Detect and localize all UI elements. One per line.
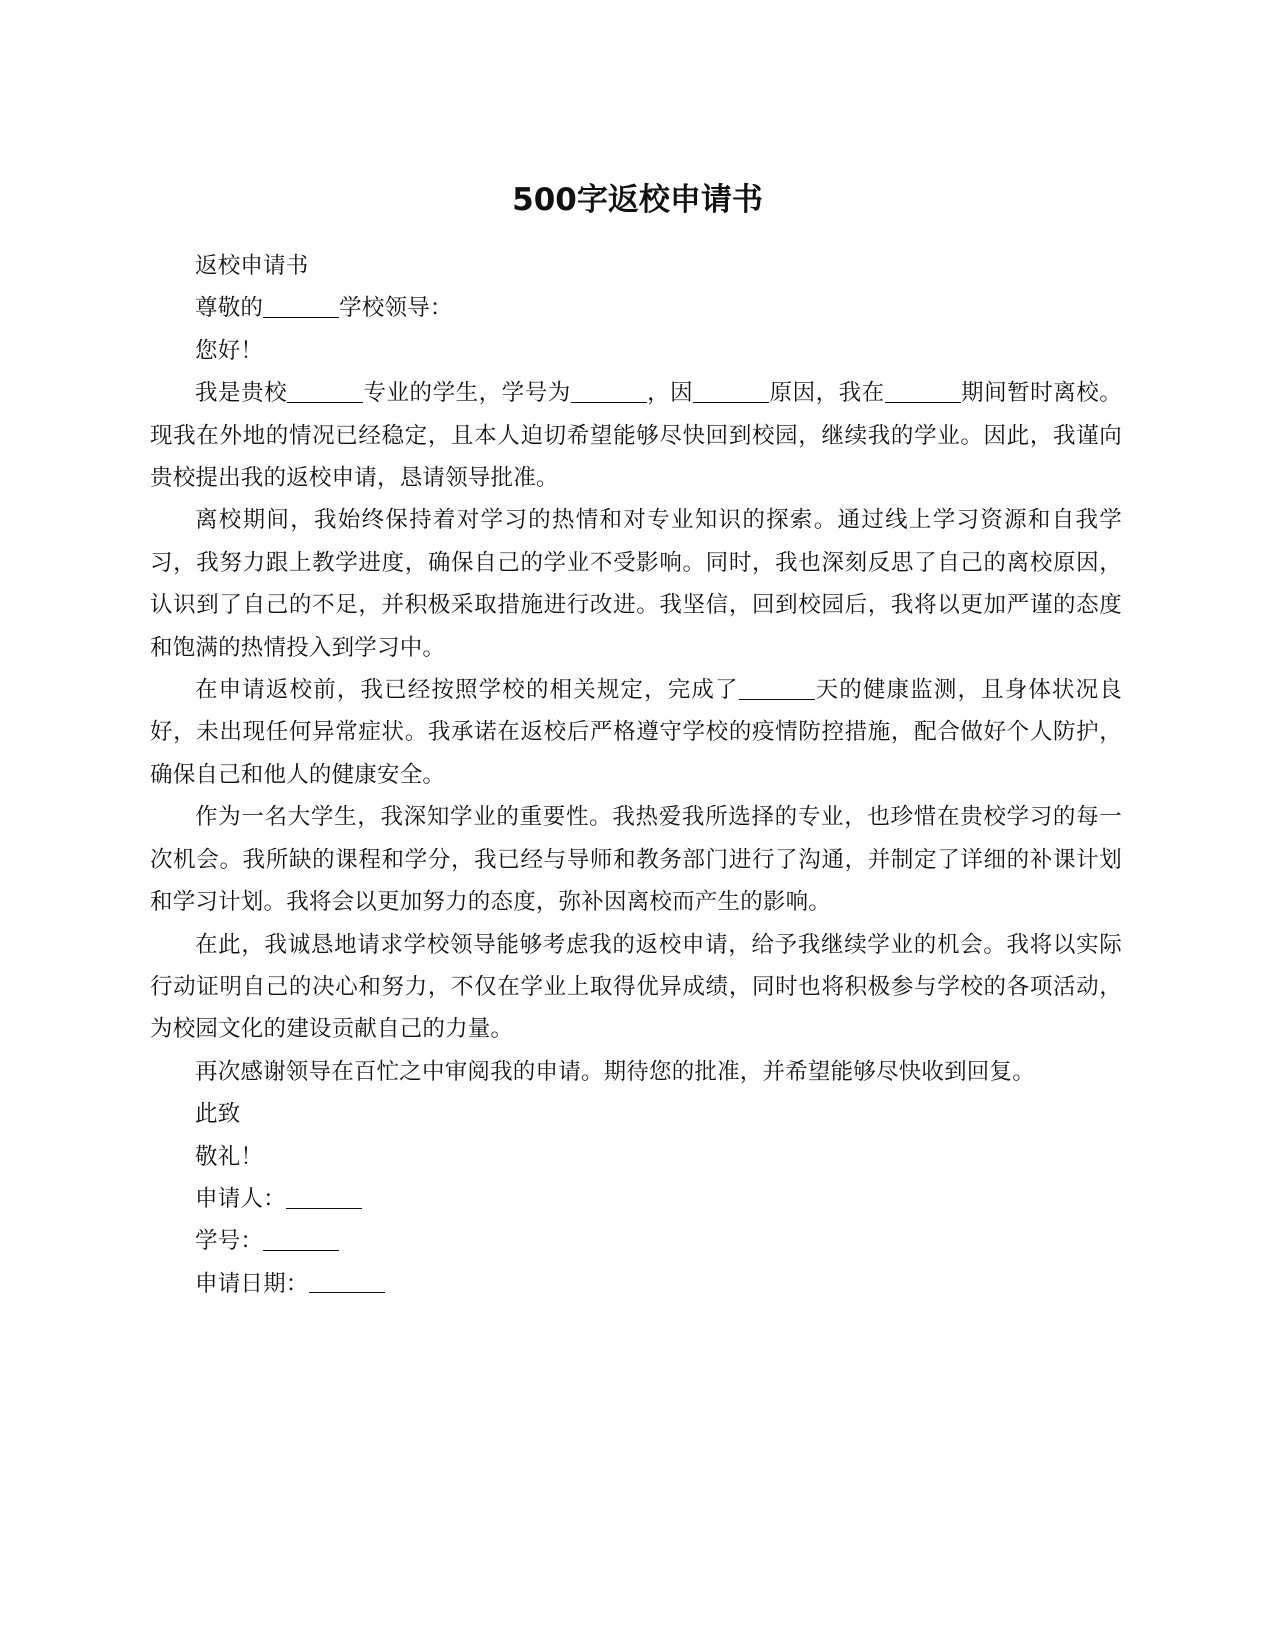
intro-text-2: 专业的学生，学号为 — [363, 380, 571, 407]
date-label: 申请日期： — [195, 1270, 309, 1297]
student-number-blank — [571, 379, 647, 403]
closing-line-1: 此致 — [195, 1101, 241, 1128]
document-body — [150, 245, 1122, 1305]
paragraph-thanks: 再次感谢领导在百忙之中审阅我的申请。期待您的批准，并希望能够尽快收到回复。 — [195, 1058, 1035, 1085]
major-blank — [287, 379, 363, 403]
paragraph-request: 在此，我诚恳地请求学校领导能够考虑我的返校申请，给予我继续学业的机会。我将以实际行动证明自己的决心和努力，不仅在学业上取得优异成绩，同时也将积极参与学校的各项活动，为校园文化的建设贡献自己的力量。 — [150, 931, 1122, 1043]
paragraph-introduction — [150, 372, 1122, 499]
applicant-blank — [286, 1185, 362, 1209]
student-id-blank — [263, 1228, 339, 1252]
period-blank — [885, 379, 961, 403]
intro-text-3: ，因 — [646, 380, 694, 407]
document-title: 500字返校申请书 — [512, 182, 763, 218]
student-id-line — [150, 1220, 1122, 1262]
paragraph-study-during-leave: 离校期间，我始终保持着对学习的热情和对专业知识的探索。通过线上学习资源和自我学习，我努力跟上教学进度，确保自己的学业不受影响。同时，我也深刻反思了自己的离校原因，认识到了自己的不足，并积极采取措施进行改进。我坚信，回到校园后，我将以更加严谨的态度和饱满的热情投入到学习中。 — [150, 507, 1122, 661]
intro-text-5: 期间暂时离校。现我在外地的情况已经稳定，且本人迫切希望能够尽快回到校园，继续我的学业。因此，我谨向贵校提出我的返校申请，恳请领导批准。 — [150, 380, 1122, 492]
school-name-blank — [263, 295, 339, 319]
letter-heading: 返校申请书 — [195, 253, 309, 279]
reason-blank — [693, 379, 769, 403]
applicant-label: 申请人： — [195, 1185, 286, 1212]
salutation — [150, 287, 1122, 329]
health-text-1: 在申请返校前，我已经按照学校的相关规定，完成了 — [195, 677, 739, 704]
paragraph-health-monitoring — [150, 669, 1122, 796]
date-line — [150, 1263, 1122, 1305]
salutation-suffix: 学校领导： — [339, 295, 453, 322]
greeting: 您好！ — [195, 337, 264, 364]
date-blank — [309, 1270, 385, 1294]
intro-text-1: 我是贵校 — [195, 380, 288, 407]
intro-text-4: 原因，我在 — [769, 380, 885, 407]
closing-line-2: 敬礼！ — [195, 1143, 264, 1170]
applicant-line — [150, 1178, 1122, 1220]
paragraph-study-plan: 作为一名大学生，我深知学业的重要性。我热爱我所选择的专业，也珍惜在贵校学习的每一次机会。我所缺的课程和学分，我已经与导师和教务部门进行了沟通，并制定了详细的补课计划和学习计划。我将会以更加努力的态度，弥补因离校而产生的影响。 — [150, 804, 1122, 916]
days-blank — [739, 676, 815, 700]
salutation-prefix: 尊敬的 — [195, 295, 264, 322]
student-id-label: 学号： — [195, 1228, 264, 1255]
health-text-2: 天的健康监测，且身体状况良好，未出现任何异常症状。我承诺在返校后严格遵守学校的疫情防控措施，配合做好个人防护，确保自己和他人的健康安全。 — [150, 677, 1122, 788]
